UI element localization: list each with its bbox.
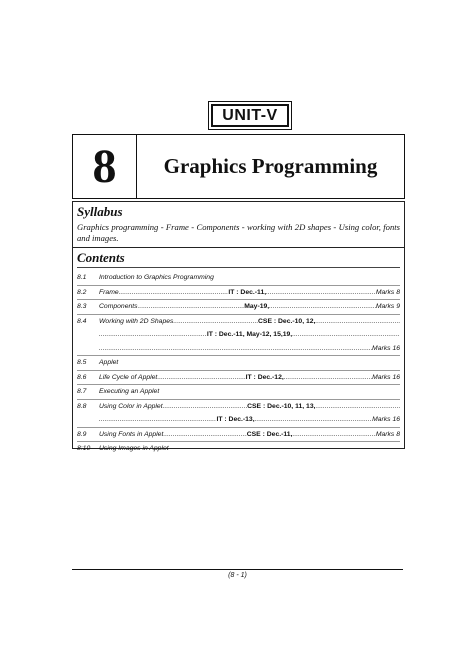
- dot-leader: [157, 374, 245, 381]
- toc-row-continuation: [77, 342, 400, 357]
- page-number: (8 - 1): [228, 572, 247, 579]
- toc-number: 8.6: [77, 373, 87, 381]
- toc-number: 8.5: [77, 359, 87, 367]
- toc-exam: IT : Dec.-12,: [245, 373, 284, 381]
- syllabus-heading: Syllabus: [77, 204, 123, 219]
- contents-heading: Contents: [77, 250, 400, 268]
- toc-row: [77, 371, 400, 386]
- footer-divider: [72, 569, 403, 570]
- toc-row: [77, 428, 400, 443]
- dot-leader: [316, 403, 401, 410]
- contents-box: [72, 247, 405, 453]
- dot-leader: [173, 318, 258, 325]
- toc-title: Using Images in Applet: [99, 445, 169, 453]
- syllabus-text: Graphics programming - Frame - Components - working with 2D shapes - Using color, fonts and images.: [77, 222, 400, 243]
- toc-marks: Marks 16: [372, 344, 400, 352]
- toc-title: Applet: [99, 359, 119, 367]
- chapter-number: 8: [73, 135, 137, 198]
- dot-leader: [266, 289, 376, 296]
- dot-leader: [163, 431, 246, 438]
- toc-marks: Marks 8: [375, 430, 400, 438]
- toc-row: [77, 315, 400, 329]
- syllabus-box: [72, 201, 405, 248]
- toc-exam: IT : Dec.-11,: [228, 288, 267, 296]
- dot-leader: [99, 345, 372, 352]
- toc-title: Using Fonts in Applet: [99, 430, 164, 438]
- chapter-title: Graphics Programming: [163, 154, 378, 178]
- dot-leader: [99, 331, 207, 338]
- toc-number: 8:10: [77, 445, 91, 453]
- dot-leader: [163, 403, 248, 410]
- dot-leader: [284, 374, 372, 381]
- toc-exam: CSE : Dec.-10, 11, 13,: [247, 402, 316, 410]
- toc-row: [77, 385, 400, 400]
- toc-exam: IT : Dec.-11, May-12, 15,19,: [206, 331, 293, 339]
- toc-number: 8.2: [77, 288, 87, 296]
- toc-row-continuation: [77, 413, 400, 428]
- toc-number: 8.7: [77, 388, 87, 396]
- dot-leader: [255, 416, 372, 423]
- toc-exam: May-19,: [244, 303, 270, 311]
- toc-marks: Marks 8: [375, 288, 400, 296]
- toc-marks: Marks 16: [372, 416, 401, 424]
- toc-exam: CSE : Dec.-10, 12,: [258, 317, 316, 325]
- toc-number: 8.1: [77, 274, 87, 282]
- chapter-header: [72, 134, 405, 199]
- dot-leader: [292, 331, 400, 338]
- toc-title: Executing an Applet: [99, 388, 160, 396]
- toc-title: Introduction to Graphics Programming: [99, 274, 214, 282]
- toc-number: 8.3: [77, 303, 87, 311]
- toc-row-continuation: [77, 328, 400, 342]
- toc-title: Components: [99, 303, 138, 311]
- toc-row: [77, 356, 400, 371]
- toc-exam: CSE : Dec.-11,: [246, 430, 293, 438]
- dot-leader: [138, 303, 245, 310]
- toc-number: 8.4: [77, 317, 87, 325]
- toc-row: [77, 286, 400, 301]
- toc-title: Using Color in Applet: [99, 402, 163, 410]
- toc-marks: Marks 9: [375, 303, 400, 311]
- dot-leader: [269, 303, 376, 310]
- unit-label: UNIT-V: [211, 104, 289, 127]
- toc-row: [77, 300, 400, 315]
- dot-leader: [119, 289, 229, 296]
- toc-title: Frame: [99, 288, 119, 296]
- toc-row: [77, 271, 400, 286]
- toc-row: [77, 400, 400, 414]
- toc-row: [77, 442, 400, 456]
- dot-leader: [292, 431, 375, 438]
- toc-marks: Marks 16: [372, 373, 401, 381]
- dot-leader: [99, 416, 216, 423]
- toc-number: 8.8: [77, 402, 87, 410]
- toc-title: Life Cycle of Applet: [99, 373, 158, 381]
- dot-leader: [315, 318, 400, 325]
- toc-exam: IT : Dec.-13,: [216, 416, 255, 424]
- toc-title: Working with 2D Shapes: [99, 317, 174, 325]
- toc-number: 8.9: [77, 430, 87, 438]
